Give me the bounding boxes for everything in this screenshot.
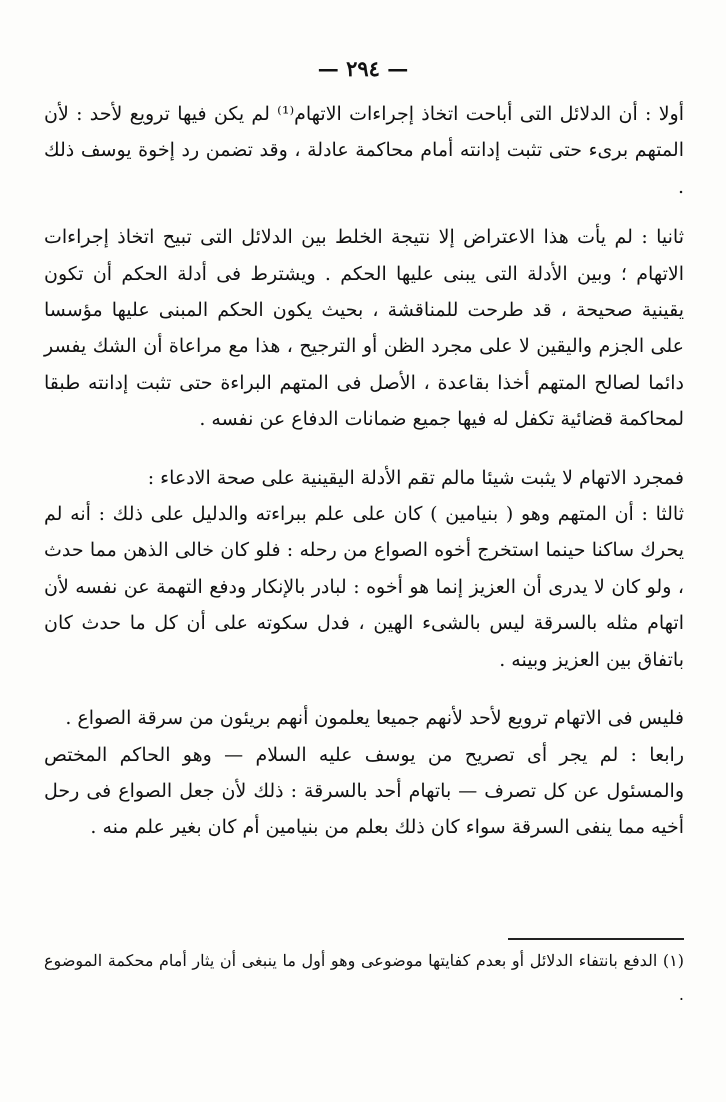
paragraph-no-intimidation: فليس فى الاتهام ترويع لأحد لأنهم جميعا يعلمون أنهم بريئون من سرقة الصواع .	[65, 707, 684, 730]
paragraph-third-point: ثالثا : أن المتهم وهو ( بنيامين ) كان على علم ببراءته والدليل على ذلك : أنه لم يحرك ساكنا حينما استخرج أخوه الصواع من رحله : فلو كان خالى الذهن مما حدث ، ولو كان لا يدرى أن العزيز إنما هو أخوه : لبادر بالإنكار ودفع التهمة عن نفسه لأن اتهام مثله بالسرقة ليس بالشىء الهين ، فدل سكوته على أن كل ما حدث كان باتفاق بين العزيز وبينه .	[44, 503, 684, 671]
paragraph-accusation-note: فمجرد الاتهام لا يثبت شيئا مالم تقم الأدلة اليقينية على صحة الادعاء :	[147, 466, 684, 489]
page-number: — ٢٩٤ —	[317, 56, 409, 81]
footnote-divider	[508, 938, 684, 940]
paragraph-fourth-point: رابعا : لم يجر أى تصريح من يوسف عليه السلام — وهو الحاكم المختص والمسئول عن كل تصرف — باتهام أحد بالسرقة : ذلك لأن جعل الصواع فى رحل أخيه مما ينفى السرقة سواء كان ذلك بعلم من بنيامين أم كان بغير علم منه .	[44, 743, 684, 839]
footnote: (١) الدفع بانتفاء الدلائل أو بعدم كفايتها موضوعى وهو أول ما ينبغى أن يثار أمام محكمة الموضوع .	[44, 951, 684, 1004]
main-text	[44, 96, 684, 846]
paragraph-first-point: أولا : أن الدلائل التى أباحت اتخاذ إجراءات الاتهام⁽¹⁾ لم يكن فيها ترويع لأحد : لأن المتهم برىء حتى تثبت إدانته أمام محاكمة عادلة ، وقد تضمن رد إخوة يوسف ذلك .	[44, 103, 684, 198]
paragraph-second-point: ثانيا : لم يأت هذا الاعتراض إلا نتيجة الخلط بين الدلائل التى تبيح اتخاذ إجراءات الاتهام ؛ وبين الأدلة التى يبنى عليها الحكم . ويشترط فى أدلة الحكم أن تكون يقينية صحيحة ، قد طرحت للمناقشة ، بحيث يكون الحكم المبنى عليها مؤسسا على الجزم واليقين لا على مجرد الظن أو الترجيح ، هذا مع مراعاة أن الشك يفسر دائما لصالح المتهم أخذا بقاعدة ، الأصل فى المتهم البراءة حتى تثبت إدانته طبقا لمحاكمة قضائية تكفل له فيها جميع ضمانات الدفاع عن نفسه .	[44, 226, 684, 431]
